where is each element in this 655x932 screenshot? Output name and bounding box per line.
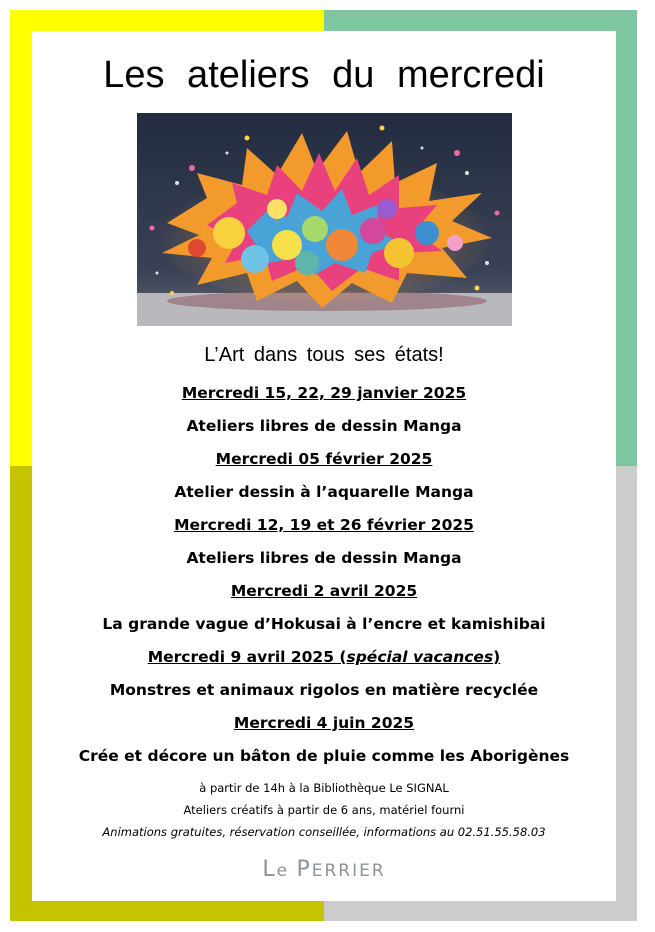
- poster-title: Les ateliers du mercredi: [103, 54, 545, 96]
- info-time-location: à partir de 14h à la Bibliothèque Le SIGNAL: [199, 781, 449, 795]
- event-description: Ateliers libres de dessin Manga: [186, 549, 462, 567]
- event-description: Monstres et animaux rigolos en matière recyclée: [109, 681, 539, 699]
- event-item: [32, 509, 616, 575]
- event-description: Crée et décore un bâton de pluie comme les Aborigènes: [78, 747, 570, 765]
- logo-letters-errier: ERRIER: [311, 861, 386, 881]
- event-date: Mercredi 05 février 2025: [215, 450, 433, 468]
- logo-letter-p: P: [296, 857, 312, 882]
- event-description: Atelier dessin à l’aquarelle Manga: [174, 483, 474, 501]
- logo-letter-l: L: [262, 857, 277, 882]
- event-date: Mercredi 12, 19 et 26 février 2025: [174, 516, 474, 534]
- event-description: Ateliers libres de dessin Manga: [186, 417, 462, 435]
- event-item: [32, 575, 616, 641]
- event-date: Mercredi 2 avril 2025: [230, 582, 418, 600]
- event-description: La grande vague d’Hokusai à l’encre et kamishibai: [102, 615, 546, 633]
- event-date: Mercredi 15, 22, 29 janvier 2025: [181, 384, 467, 402]
- event-date-special: spécial vacances: [346, 648, 494, 666]
- event-item: [32, 377, 616, 443]
- event-item: [32, 641, 616, 707]
- event-date: [32, 641, 616, 674]
- event-item: [32, 707, 616, 773]
- info-audience: Ateliers créatifs à partir de 6 ans, matériel fourni: [183, 803, 465, 817]
- logo-letter-e: e: [276, 861, 297, 881]
- event-list: [32, 342, 616, 843]
- paint-splash-image: [137, 113, 512, 326]
- event-date: Mercredi 4 juin 2025: [233, 714, 415, 732]
- poster-subtitle: L’Art dans tous ses états!: [204, 344, 444, 366]
- info-booking: Animations gratuites, réservation conseillée, informations au 02.51.55.58.03: [102, 825, 546, 839]
- event-date-main: Mercredi 9 avril 2025 (: [147, 648, 347, 666]
- le-perrier-logo: [32, 857, 616, 882]
- event-item: [32, 443, 616, 509]
- event-date-close: ): [493, 648, 501, 666]
